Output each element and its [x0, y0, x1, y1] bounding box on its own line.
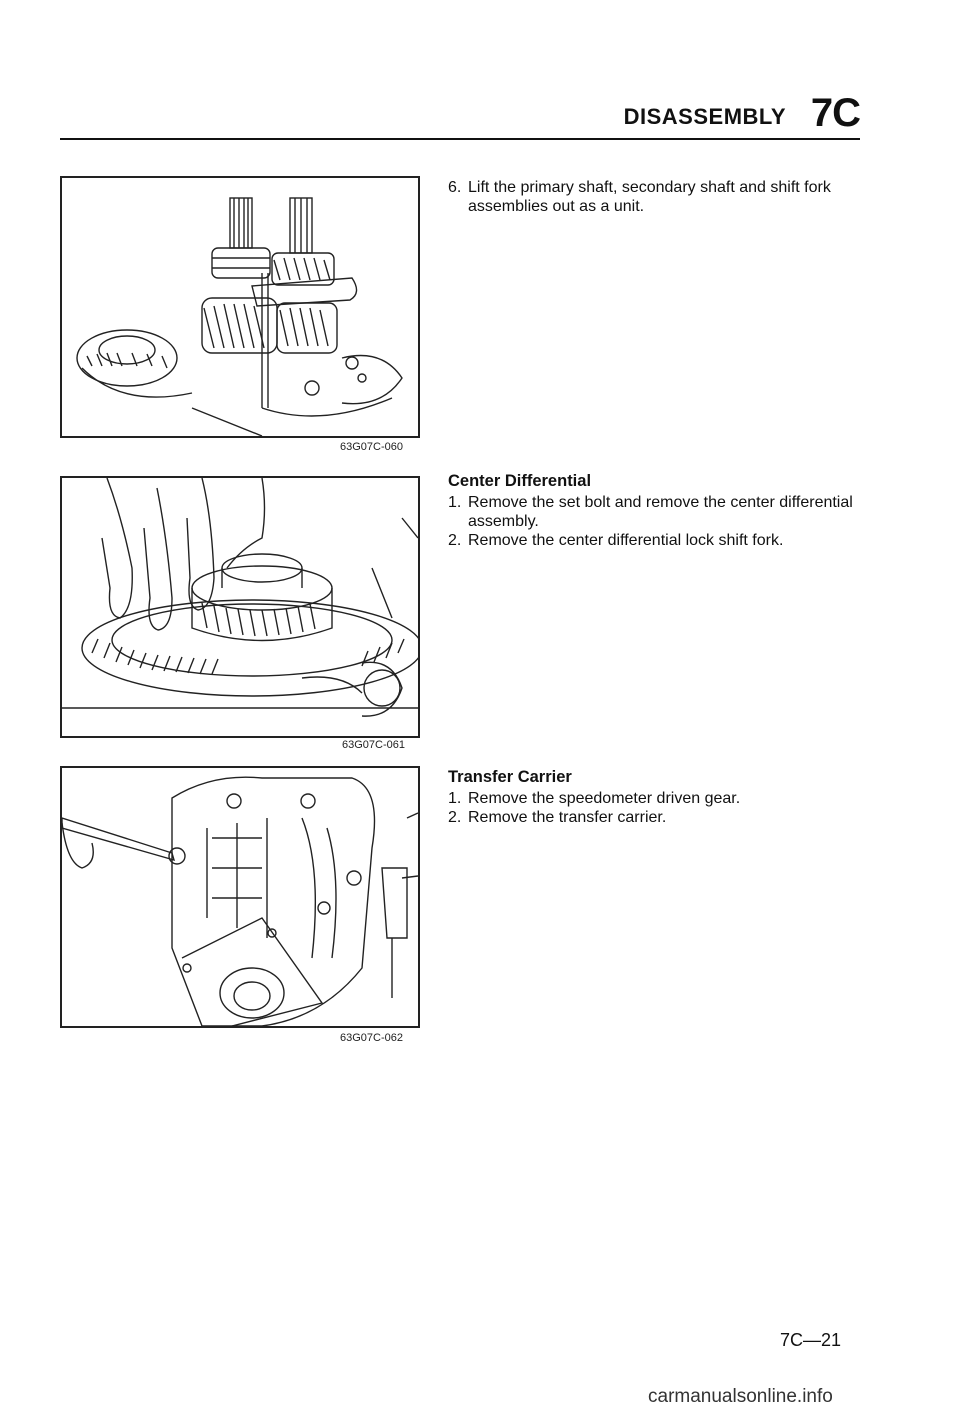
primary-shaft-instructions [448, 178, 868, 216]
figure-shaft-assembly [60, 176, 420, 438]
watermark-text: carmanualsonline.info [648, 1386, 833, 1407]
figure-center-differential [60, 476, 420, 738]
shaft-assembly-illustration [62, 178, 418, 436]
step-item: 6. Lift the primary shaft, secondary shaft and shift fork assemblies out as a unit. [448, 179, 831, 215]
step-item: 1. Remove the set bolt and remove the center differential assembly. [448, 494, 853, 530]
center-differential-illustration [62, 478, 418, 736]
figure-id-label: 63G07C-062 [340, 1032, 403, 1044]
step-item: 2. Remove the center differential lock shift fork. [448, 532, 784, 549]
page-header [60, 88, 860, 140]
section-heading: Center Differential [448, 472, 592, 490]
section-code: 7C [810, 91, 860, 135]
figure-id-label: 63G07C-061 [342, 739, 405, 751]
figure-id-label: 63G07C-060 [340, 441, 403, 453]
figure-transfer-carrier [60, 766, 420, 1028]
center-differential-section [448, 472, 868, 550]
section-title: DISASSEMBLY [623, 104, 786, 129]
step-item: 2. Remove the transfer carrier. [448, 809, 667, 826]
transfer-carrier-illustration [62, 768, 418, 1026]
section-heading: Transfer Carrier [448, 768, 572, 786]
page-number: 7C—21 [780, 1330, 842, 1350]
step-item: 1. Remove the speedometer driven gear. [448, 790, 741, 807]
transfer-carrier-section [448, 768, 868, 827]
